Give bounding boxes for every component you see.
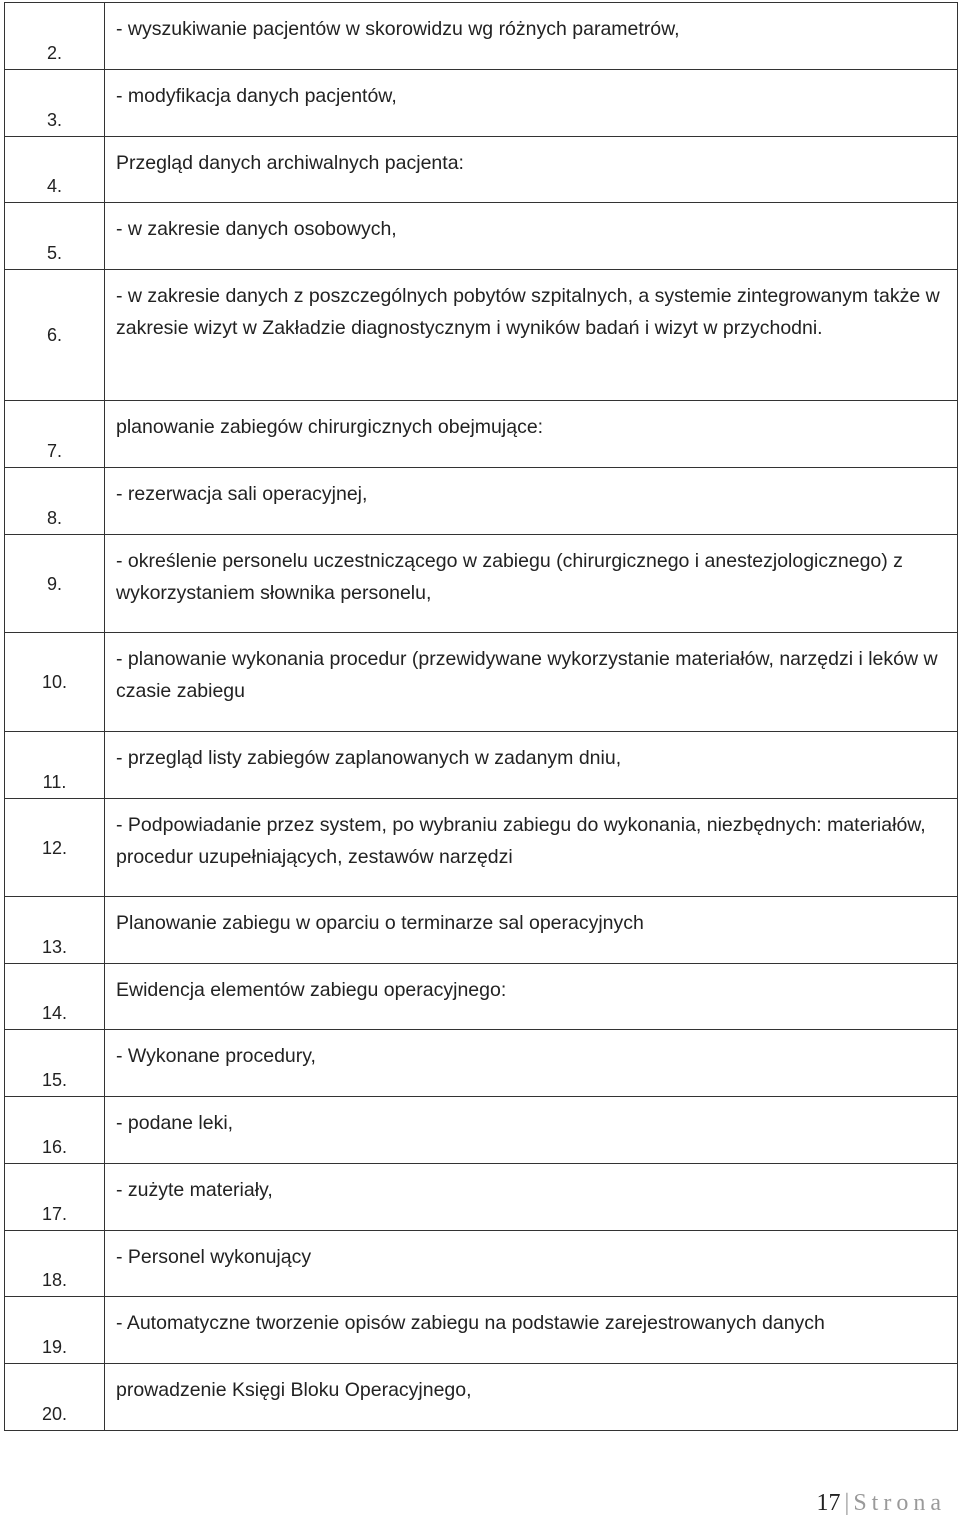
row-text: - zużyte materiały, [105, 1164, 958, 1231]
row-number: 14. [5, 964, 105, 1030]
table-row [5, 897, 958, 964]
row-number: 18. [5, 1231, 105, 1297]
row-number: 17. [5, 1164, 105, 1231]
table-row [5, 633, 958, 732]
row-text: - określenie personelu uczestniczącego w zabiegu (chirurgicznego i anestezjologicznego) z wykorzystaniem słownika personelu, [105, 535, 958, 633]
page-footer [817, 1490, 946, 1517]
row-text: - rezerwacja sali operacyjnej, [105, 468, 958, 535]
row-number: 7. [5, 401, 105, 468]
row-number: 8. [5, 468, 105, 535]
row-number: 3. [5, 70, 105, 137]
table-row [5, 799, 958, 897]
page-label: Strona [853, 1490, 946, 1516]
row-text: - w zakresie danych osobowych, [105, 203, 958, 270]
row-text: - przegląd listy zabiegów zaplanowanych w zadanym dniu, [105, 732, 958, 799]
table-row [5, 535, 958, 633]
row-text: - podane leki, [105, 1097, 958, 1164]
row-number: 2. [5, 3, 105, 70]
table-row [5, 468, 958, 535]
row-text: - planowanie wykonania procedur (przewidywane wykorzystanie materiałów, narzędzi i leków w czasie zabiegu [105, 633, 958, 732]
row-text: - Automatyczne tworzenie opisów zabiegu na podstawie zarejestrowanych danych [105, 1297, 958, 1364]
row-number: 4. [5, 137, 105, 203]
row-number: 5. [5, 203, 105, 270]
table-row [5, 1164, 958, 1231]
table-row [5, 137, 958, 203]
row-text: prowadzenie Księgi Bloku Operacyjnego, [105, 1364, 958, 1431]
row-number: 6. [5, 270, 105, 401]
row-text: - Podpowiadanie przez system, po wybraniu zabiegu do wykonania, niezbędnych: materiałów, procedur uzupełniających, zestawów narzędzi [105, 799, 958, 897]
page-number: 17 [816, 1490, 841, 1516]
row-text: - w zakresie danych z poszczególnych pobytów szpitalnych, a systemie zintegrowanym także w zakresie wizyt w Zakładzie diagnostycznym i wyników badań i wizyt w przychodni. [105, 270, 958, 401]
row-number: 15. [5, 1030, 105, 1097]
table-row [5, 1364, 958, 1431]
row-number: 10. [5, 633, 105, 732]
table-row [5, 1231, 958, 1297]
table-row [5, 1030, 958, 1097]
row-number: 19. [5, 1297, 105, 1364]
row-text: Przegląd danych archiwalnych pacjenta: [105, 137, 958, 203]
table-row [5, 732, 958, 799]
row-text: Planowanie zabiegu w oparciu o terminarze sal operacyjnych [105, 897, 958, 964]
footer-separator: | [844, 1490, 850, 1516]
row-text: - wyszukiwanie pacjentów w skorowidzu wg różnych parametrów, [105, 3, 958, 70]
table-row [5, 401, 958, 468]
table-row [5, 1297, 958, 1364]
row-text: - Wykonane procedury, [105, 1030, 958, 1097]
row-text: planowanie zabiegów chirurgicznych obejmujące: [105, 401, 958, 468]
row-number: 20. [5, 1364, 105, 1431]
table-row [5, 3, 958, 70]
row-text: - modyfikacja danych pacjentów, [105, 70, 958, 137]
row-number: 16. [5, 1097, 105, 1164]
table-row [5, 70, 958, 137]
table-row [5, 270, 958, 401]
table-row [5, 964, 958, 1030]
row-text: - Personel wykonujący [105, 1231, 958, 1297]
row-number: 11. [5, 732, 105, 799]
row-text: Ewidencja elementów zabiegu operacyjnego: [105, 964, 958, 1030]
row-number: 9. [5, 535, 105, 633]
row-number: 12. [5, 799, 105, 897]
table-row [5, 1097, 958, 1164]
table-row [5, 203, 958, 270]
row-number: 13. [5, 897, 105, 964]
requirements-table [4, 2, 958, 1431]
